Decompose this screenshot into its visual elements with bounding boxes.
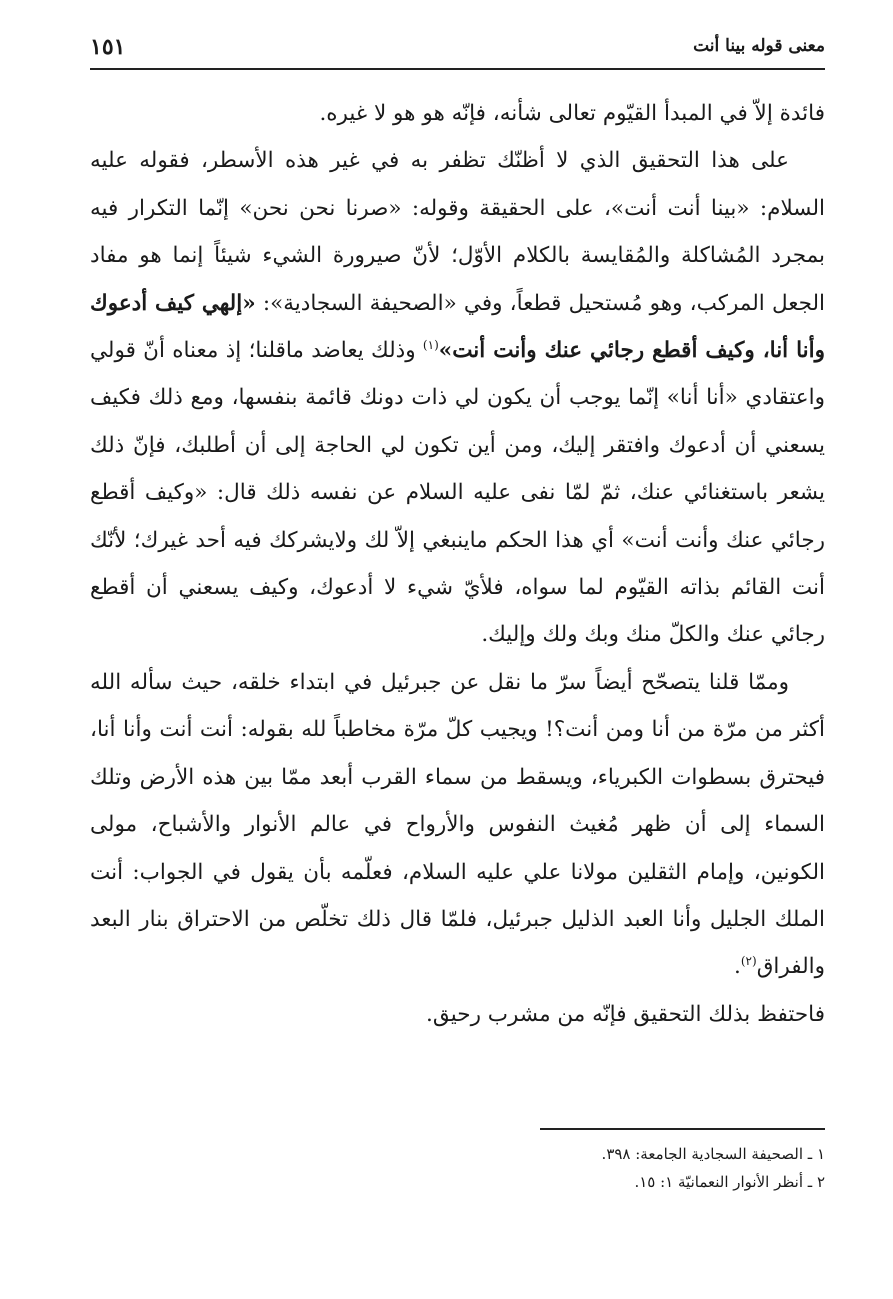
- footnotes: [90, 1140, 825, 1196]
- sahifa-quote: «إلهي كيف أدعوك وأنا أنا، وكيف أقطع رجائي عنك وأنت أنت»: [90, 290, 826, 364]
- paragraph-2-text-b: وذلك يعاضد ماقلنا؛ إذ معناه أنّ قولي واعتقادي «أنا أنا» إنّما يوجب أن يكون لي ذات دونك قائمة بنفسها، ومع ذلك فكيف يسعني أن أدعوك وافتقر إليك، ومن أين تكون لي الحاجة إلى أن أطلبك، فإنّ ذلك يشعر باستغنائي عنك، ثمّ لمّا نفى عليه السلام عن نفسه ذلك قال: «وكيف أقطع رجائي عنك وأنت أنت» أي هذا الحكم ماينبغي إلاّ لك ولايشركك فيه أحد غيرك؛ لأنّك أنت القائم بذاته القيّوم لما سواه، فلأيّ شيء لا أدعوك، وكيف يسعني أن أقطع رجائي عنك والكلّ منك وبك ولك وإليك.: [90, 338, 825, 648]
- page-header: [90, 34, 825, 64]
- paragraph-3: [90, 659, 825, 991]
- paragraph-3-end: .: [734, 954, 741, 980]
- footnote-1: ١ ـ الصحيفة السجادية الجامعة: ٣٩٨.: [601, 1145, 825, 1163]
- running-title: معنى قوله بينا أنت: [693, 36, 825, 56]
- main-text: [90, 90, 825, 1038]
- footnote-ref-1[interactable]: (١): [422, 337, 439, 352]
- header-rule: [90, 68, 825, 70]
- paragraph-1: فائدة إلاّ في المبدأ القيّوم تعالى شأنه، فإنّه هو هو لا غيره.: [319, 101, 825, 126]
- page-number: ١٥١: [90, 34, 126, 60]
- paragraph-2: [90, 137, 825, 658]
- paragraph-4: فاحتفظ بذلك التحقيق فإنّه من مشرب رحيق.: [426, 1001, 825, 1027]
- footnote-2: ٢ ـ أنظر الأنوار النعمانيّة ١: ١٥.: [634, 1173, 825, 1191]
- footnote-rule: [540, 1128, 825, 1130]
- footnote-ref-2[interactable]: (٢): [740, 954, 757, 969]
- paragraph-2-text-a: على هذا التحقيق الذي لا أظنّك تظفر به في غير هذه الأسطر، فقوله عليه السلام: «بينا أنت أنت»، على الحقيقة وقوله: «صرنا نحن نحن» إنّما التكرار فيه بمجرد المُشاكلة والمُقايسة بالكلام الأوّل؛ لأنّ صيرورة الشيء شيئاً إنما هو مفاد الجعل المركب، وهو مُستحيل قطعاً، وفي «الصحيفة السجادية»:: [90, 148, 826, 316]
- paragraph-3-text: وممّا قلنا يتصحّح أيضاً سرّ ما نقل عن جبرئيل في ابتداء خلقه، حيث سأله الله أكثر من مرّة من أنا ومن أنت؟! ويجيب كلّ مرّة مخاطباً لله بقوله: أنت أنت وأنا أنا، فيحترق بسطوات الكبرياء، ويسقط من سماء القرب أبعد ممّا بين هذه الأرض وتلك السماء إلى أن ظهر مُغيث النفوس والأرواح في عالم الأنوار والأشباح، مولى الكونين، وإمام الثقلين مولانا علي عليه السلام، فعلّمه بأن يقول في الجواب: أنت الملك الجليل وأنا العبد الذليل جبرئيل، فلمّا قال ذلك تخلّص من الاحتراق بنار البعد والفراق: [90, 669, 825, 980]
